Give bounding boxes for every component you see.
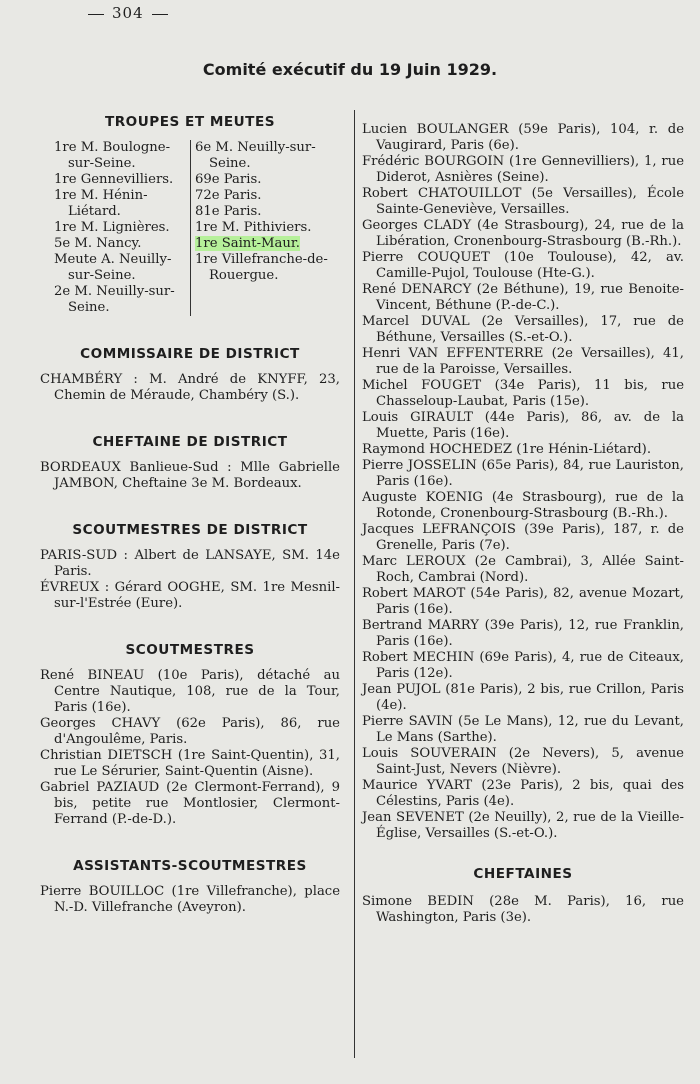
cheftaine-entry: Simone BEDIN (28e M. Paris), 16, rue Washington, Paris (3e). [362, 894, 684, 925]
scoutmestre-entry: Gabriel PAZIAUD (2e Clermont-Ferrand), 9 bis, petite rue Montlosier, Clermont-Ferrand (P.-de-D.). [40, 780, 340, 827]
scoutmestre-entry: Pierre SAVIN (5e Le Mans), 12, rue du Levant, Le Mans (Sarthe). [362, 714, 684, 745]
left-column [40, 106, 340, 916]
heading-scoutmestres-district: SCOUTMESTRES DE DISTRICT [72, 522, 308, 538]
scoutmestre-entry: Michel FOUGET (34e Paris), 11 bis, rue Chasseloup-Laubat, Paris (15e). [362, 378, 684, 409]
page-title: Comité exécutif du 19 Juin 1929. [202, 60, 498, 79]
scoutmestre-entry: Frédéric BOURGOIN (1re Gennevilliers), 1, rue Diderot, Asnières (Seine). [362, 154, 684, 185]
unit-item: 81e Paris. [195, 204, 262, 219]
scoutmestre-entry: Auguste KOENIG (4e Strasbourg), rue de la Rotonde, Cronenbourg-Strasbourg (B.-Rh.). [362, 490, 684, 521]
scoutmestre-entry: Georges CLADY (4e Strasbourg), 24, rue de la Libération, Cronenbourg-Strasbourg (B.-Rh.). [362, 218, 684, 249]
scoutmestre-entry: Raymond HOCHEDEZ (1re Hénin-Liétard). [362, 442, 652, 457]
heading-commissaire: COMMISSAIRE DE DISTRICT [80, 346, 300, 362]
scoutmestre-entry: René BINEAU (10e Paris), détaché au Centre Nautique, 108, rue de la Tour, Paris (16e). [40, 668, 340, 715]
commissaire-entry: CHAMBÉRY : M. André de KNYFF, 23, Chemin de Méraude, Chambéry (S.). [40, 372, 340, 403]
heading-scoutmestres: SCOUTMESTRES [125, 642, 255, 658]
unit-item: 1re Gennevilliers. [54, 172, 174, 187]
dash-left [88, 14, 104, 15]
scoutmestre-entry: Jacques LEFRANÇOIS (39e Paris), 187, r. de Grenelle, Paris (7e). [362, 522, 684, 553]
unit-item: 69e Paris. [195, 172, 262, 187]
scoutmestre-entry: Lucien BOULANGER (59e Paris), 104, r. de Vaugirard, Paris (6e). [362, 122, 684, 153]
heading-cheftaines: CHEFTAINES [473, 866, 573, 882]
scoutmestre-entry: Maurice YVART (23e Paris), 2 bis, quai des Célestins, Paris (4e). [362, 778, 684, 809]
unit-item: 1re M. Pithiviers. [195, 220, 312, 235]
unit-item: Meute A. Neuilly-sur-Seine. [54, 252, 172, 283]
scoutmestre-entry: Louis GIRAULT (44e Paris), 86, av. de la Muette, Paris (16e). [362, 410, 684, 441]
page-number: 304 [80, 4, 176, 22]
scoutmestre-district-entry: PARIS-SUD : Albert de LANSAYE, SM. 14e Paris. [40, 548, 340, 579]
unit-item: 1re Villefranche-de-Rouergue. [195, 252, 328, 283]
highlighted-unit: 1re Saint-Maur. [195, 236, 300, 251]
troupes-list [40, 140, 340, 316]
scoutmestre-entry: Georges CHAVY (62e Paris), 86, rue d'Angoulême, Paris. [40, 716, 340, 747]
scoutmestre-entry: Pierre COUQUET (10e Toulouse), 42, av. Camille-Pujol, Toulouse (Hte-G.). [362, 250, 684, 281]
unit-item: 5e M. Nancy. [54, 236, 142, 251]
scoutmestre-entry: Robert MECHIN (69e Paris), 4, rue de Citeaux, Paris (12e). [362, 650, 684, 681]
heading-cheftaine-district: CHEFTAINE DE DISTRICT [92, 434, 288, 450]
unit-item: 72e Paris. [195, 188, 262, 203]
right-column [362, 122, 684, 926]
unit-item: 2e M. Neuilly-sur-Seine. [54, 284, 175, 315]
column-divider [354, 110, 355, 1058]
assistant-entry: Pierre BOUILLOC (1re Villefranche), place N.-D. Villefranche (Aveyron). [40, 884, 340, 915]
troupes-col-1 [40, 140, 190, 316]
scoutmestre-entry: Jean SEVENET (2e Neuilly), 2, rue de la Vieille-Église, Versailles (S.-et-O.). [362, 810, 684, 841]
unit-item: 6e M. Neuilly-sur-Seine. [195, 140, 316, 171]
scoutmestre-entry: Pierre JOSSELIN (65e Paris), 84, rue Lauriston, Paris (16e). [362, 458, 684, 489]
cheftaine-district-entry: BORDEAUX Banlieue-Sud : Mlle Gabrielle JAMBON, Cheftaine 3e M. Bordeaux. [40, 460, 340, 491]
scoutmestre-entry: Christian DIETSCH (1re Saint-Quentin), 31, rue Le Sérurier, Saint-Quentin (Aisne). [40, 748, 340, 779]
scoutmestre-entry: Bertrand MARRY (39e Paris), 12, rue Franklin, Paris (16e). [362, 618, 684, 649]
scoutmestre-district-entry: ÉVREUX : Gérard OOGHE, SM. 1re Mesnil-sur-l'Estrée (Eure). [40, 580, 340, 611]
heading-troupes: TROUPES ET MEUTES [104, 114, 276, 130]
troupes-col-2 [190, 140, 340, 316]
unit-item: 1re M. Lignières. [54, 220, 170, 235]
unit-item: 1re M. Hénin-Liétard. [54, 188, 148, 219]
scoutmestre-entry: René DENARCY (2e Béthune), 19, rue Benoite-Vincent, Béthune (P.-de-C.). [362, 282, 684, 313]
scoutmestre-entry: Jean PUJOL (81e Paris), 2 bis, rue Crillon, Paris (4e). [362, 682, 684, 713]
unit-item: 1re M. Boulogne-sur-Seine. [54, 140, 171, 171]
scoutmestre-entry: Louis SOUVERAIN (2e Nevers), 5, avenue Saint-Just, Nevers (Nièvre). [362, 746, 684, 777]
scoutmestre-entry: Marc LEROUX (2e Cambrai), 3, Allée Saint-Roch, Cambrai (Nord). [362, 554, 684, 585]
dash-right [152, 14, 168, 15]
scoutmestre-entry: Robert CHATOUILLOT (5e Versailles), École Sainte-Geneviève, Versailles. [362, 186, 684, 217]
scoutmestre-entry: Marcel DUVAL (2e Versailles), 17, rue de Béthune, Versailles (S.-et-O.). [362, 314, 684, 345]
scoutmestre-entry: Henri VAN EFFENTERRE (2e Versailles), 41, rue de la Paroisse, Versailles. [362, 346, 684, 377]
scoutmestre-entry: Robert MAROT (54e Paris), 82, avenue Mozart, Paris (16e). [362, 586, 684, 617]
heading-assistants: ASSISTANTS-SCOUTMESTRES [73, 858, 307, 874]
